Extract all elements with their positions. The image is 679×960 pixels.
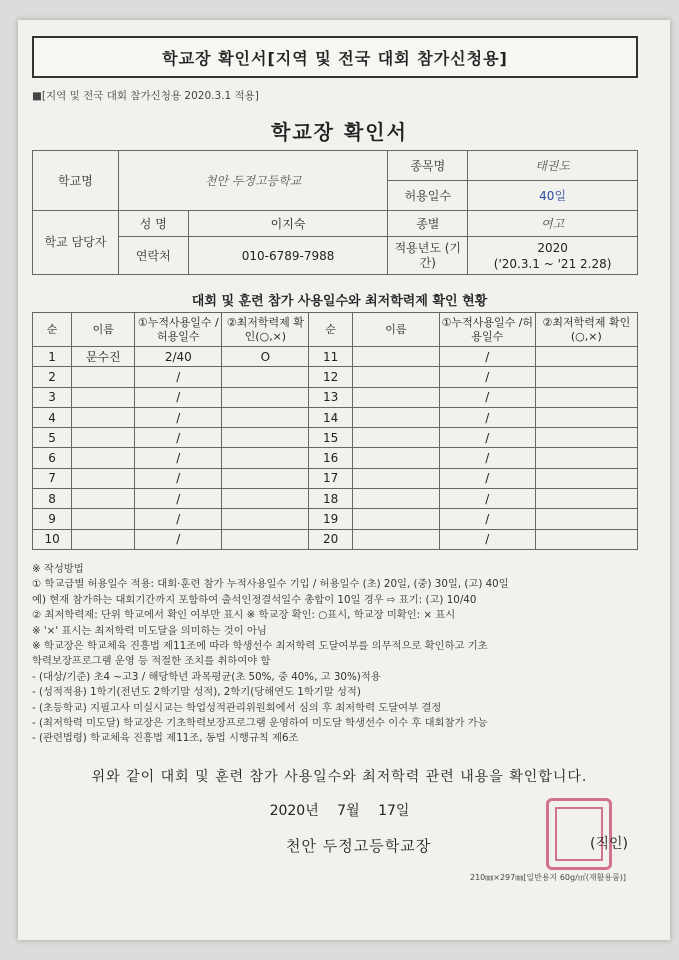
cell-check: [535, 407, 637, 427]
cell-check: [535, 428, 637, 448]
cell-days: /: [439, 407, 535, 427]
table-row: [33, 489, 638, 509]
table-row: [33, 407, 638, 427]
cell-no: 11: [309, 347, 353, 367]
cell-days: /: [439, 509, 535, 529]
cell-name: [72, 367, 135, 387]
cell-check: [535, 367, 637, 387]
cell-days: /: [439, 428, 535, 448]
cell-name: [352, 529, 439, 549]
document-header-title: 학교장 확인서[지역 및 전국 대회 참가신청용]: [32, 36, 638, 78]
col-name-right: 이름: [352, 313, 439, 347]
note-line: ② 최저학력제: 단위 학교에서 확인 여부만 표시 ※ 학교장 확인: ○표시, 학교장 미확인: × 표시: [32, 609, 456, 622]
cell-name: [352, 489, 439, 509]
section-title: 대회 및 훈련 참가 사용일수와 최저학력제 확인 현황: [191, 294, 488, 309]
cell-days: 2/40: [135, 347, 222, 367]
col-used-days-left: ①누적사용일수 /허용일수: [135, 313, 222, 347]
cell-no: 19: [309, 509, 353, 529]
cell-no: 14: [309, 407, 353, 427]
note-line: - (관련법령) 학교체육 진흥법 제11조, 동법 시행규칙 제6조: [32, 732, 299, 745]
cell-no: 3: [33, 387, 72, 407]
table-header-row: [33, 313, 638, 347]
event-value: 태권도: [468, 151, 638, 181]
note-line: 예) 현재 참가하는 대회기간까지 포함하여 출석인정결석일수 총합이 10일 경우 ⇨ 표기: (고) 10/40: [32, 593, 477, 606]
main-title: 학교장 확인서: [271, 120, 408, 144]
cell-name: [72, 407, 135, 427]
cell-check: [535, 347, 637, 367]
writing-instructions: [32, 562, 644, 747]
cell-days: /: [135, 509, 222, 529]
col-no-right: 순: [309, 313, 353, 347]
cell-check: [222, 407, 309, 427]
cell-days: /: [439, 387, 535, 407]
cell-no: 2: [33, 367, 72, 387]
table-row: [33, 448, 638, 468]
cell-no: 6: [33, 448, 72, 468]
cell-check: [222, 468, 309, 488]
cell-check: [222, 509, 309, 529]
cell-no: 15: [309, 428, 353, 448]
category-label: 종별: [388, 211, 468, 237]
event-label: 종목명: [388, 151, 468, 181]
cell-no: 10: [33, 529, 72, 549]
cell-name: [352, 428, 439, 448]
table-row: [33, 367, 638, 387]
cell-days: /: [135, 448, 222, 468]
contact-label: 연락처: [118, 237, 188, 275]
cell-no: 16: [309, 448, 353, 468]
document-date: 2020년 7월 17일: [269, 803, 410, 819]
cell-check: [222, 448, 309, 468]
cell-days: /: [135, 468, 222, 488]
contact-value: 010-6789-7988: [188, 237, 388, 275]
principal-name: 천안 두정고등학교장: [286, 837, 432, 855]
cell-check: [535, 448, 637, 468]
cell-no: 20: [309, 529, 353, 549]
school-info-table: [32, 150, 638, 275]
cell-no: 5: [33, 428, 72, 448]
cell-check: [222, 529, 309, 549]
school-label: 학교명: [33, 151, 119, 211]
cell-days: /: [439, 529, 535, 549]
teacher-label: 학교 담당자: [33, 211, 119, 275]
teacher-name: 이지숙: [188, 211, 388, 237]
cell-check: [535, 387, 637, 407]
period-range: ('20.3.1 ~ '21 2.28): [493, 256, 612, 271]
cell-check: [535, 468, 637, 488]
cell-name: [72, 428, 135, 448]
col-min-academic-right: ②최저학력제 확인(○,×): [535, 313, 637, 347]
col-used-days-right: ①누적사용일수 /허용일수: [439, 313, 535, 347]
period-label: 적용년도 (기간): [388, 237, 468, 275]
cell-name: [352, 468, 439, 488]
cell-name: [72, 448, 135, 468]
cell-no: 7: [33, 468, 72, 488]
table-row: [33, 428, 638, 448]
allowed-days-label: 허용일수: [388, 181, 468, 211]
cell-name: [72, 529, 135, 549]
confirmation-statement: 위와 같이 대회 및 훈련 참가 사용일수와 최저학력 관련 내용을 확인합니다.: [91, 769, 588, 785]
cell-name: 문수진: [72, 347, 135, 367]
cell-days: /: [439, 347, 535, 367]
school-name: 천안 두정고등학교: [118, 151, 388, 211]
cell-no: 12: [309, 367, 353, 387]
seal-label: (직인): [590, 836, 628, 852]
cell-check: [222, 367, 309, 387]
category-value: 여고: [468, 211, 638, 237]
note-line: - (최저학력 미도달) 학교장은 기초학력보장프로그램 운영하여 미도달 학생선수 이수 후 대회참가 가능: [32, 717, 488, 730]
paper-spec: 210㎜×297㎜[일반용지 60g/㎡(재활용품)]: [470, 873, 627, 882]
allowed-days-value: 40일: [468, 181, 638, 211]
cell-no: 17: [309, 468, 353, 488]
cell-days: /: [135, 367, 222, 387]
cell-days: /: [439, 489, 535, 509]
table-row: [33, 468, 638, 488]
note-line: - (초등학교) 지필고사 미실시교는 학업성적관리위원회에서 심의 후 최저학력 도달여부 결정: [32, 701, 442, 714]
cell-no: 13: [309, 387, 353, 407]
cell-name: [352, 448, 439, 468]
note-line: - (대상/기준) 초4 ~고3 / 해당학년 과목평균(초 50%, 중 40%, 고 30%)적용: [32, 670, 381, 683]
form-number: ■[지역 및 전국 대회 참가신청용 2020.3.1 적용]: [32, 90, 259, 102]
cell-days: /: [135, 428, 222, 448]
cell-name: [352, 367, 439, 387]
note-line: ※ 학교장은 학교체육 진흥법 제11조에 따라 학생선수 최저학력 도달여부를 의무적으로 확인하고 기초: [32, 640, 488, 653]
cell-check: [535, 529, 637, 549]
col-no-left: 순: [33, 313, 72, 347]
table-row: [33, 387, 638, 407]
cell-name: [352, 347, 439, 367]
cell-days: /: [135, 529, 222, 549]
cell-check: O: [222, 347, 309, 367]
cell-days: /: [135, 387, 222, 407]
period-year: 2020: [537, 240, 568, 255]
cell-name: [352, 509, 439, 529]
cell-days: /: [439, 468, 535, 488]
note-line: ※ '×' 표시는 최저학력 미도달을 의미하는 것이 아님: [32, 624, 267, 637]
cell-check: [222, 428, 309, 448]
participation-table: [32, 312, 638, 550]
cell-name: [72, 509, 135, 529]
note-line: 학력보장프로그램 운영 등 적절한 조치를 취하여야 함: [32, 655, 271, 668]
cell-no: 8: [33, 489, 72, 509]
cell-check: [535, 509, 637, 529]
cell-days: /: [439, 367, 535, 387]
cell-no: 4: [33, 407, 72, 427]
col-min-academic-left: ②최저학력제 확인(○,×): [222, 313, 309, 347]
cell-name: [72, 489, 135, 509]
cell-no: 18: [309, 489, 353, 509]
col-name-left: 이름: [72, 313, 135, 347]
cell-name: [72, 468, 135, 488]
table-row: [33, 529, 638, 549]
name-label: 성 명: [118, 211, 188, 237]
note-line: - (성적적용) 1학기(전년도 2학기말 성적), 2학기(당해연도 1학기말 성적): [32, 686, 361, 699]
table-row: [33, 347, 638, 367]
cell-days: /: [135, 407, 222, 427]
table-row: [33, 509, 638, 529]
cell-check: [222, 489, 309, 509]
cell-name: [72, 387, 135, 407]
cell-days: /: [439, 448, 535, 468]
cell-check: [535, 489, 637, 509]
note-line: ※ 작성방법: [32, 563, 84, 575]
cell-no: 9: [33, 509, 72, 529]
cell-no: 1: [33, 347, 72, 367]
note-line: ① 학교급별 허용일수 적용: 대회·훈련 참가 누적사용일수 기입 / 허용일수 (초) 20일, (중) 30일, (고) 40일: [32, 578, 509, 591]
cell-name: [352, 387, 439, 407]
cell-name: [352, 407, 439, 427]
period-value: [468, 237, 638, 275]
cell-days: /: [135, 489, 222, 509]
cell-check: [222, 387, 309, 407]
